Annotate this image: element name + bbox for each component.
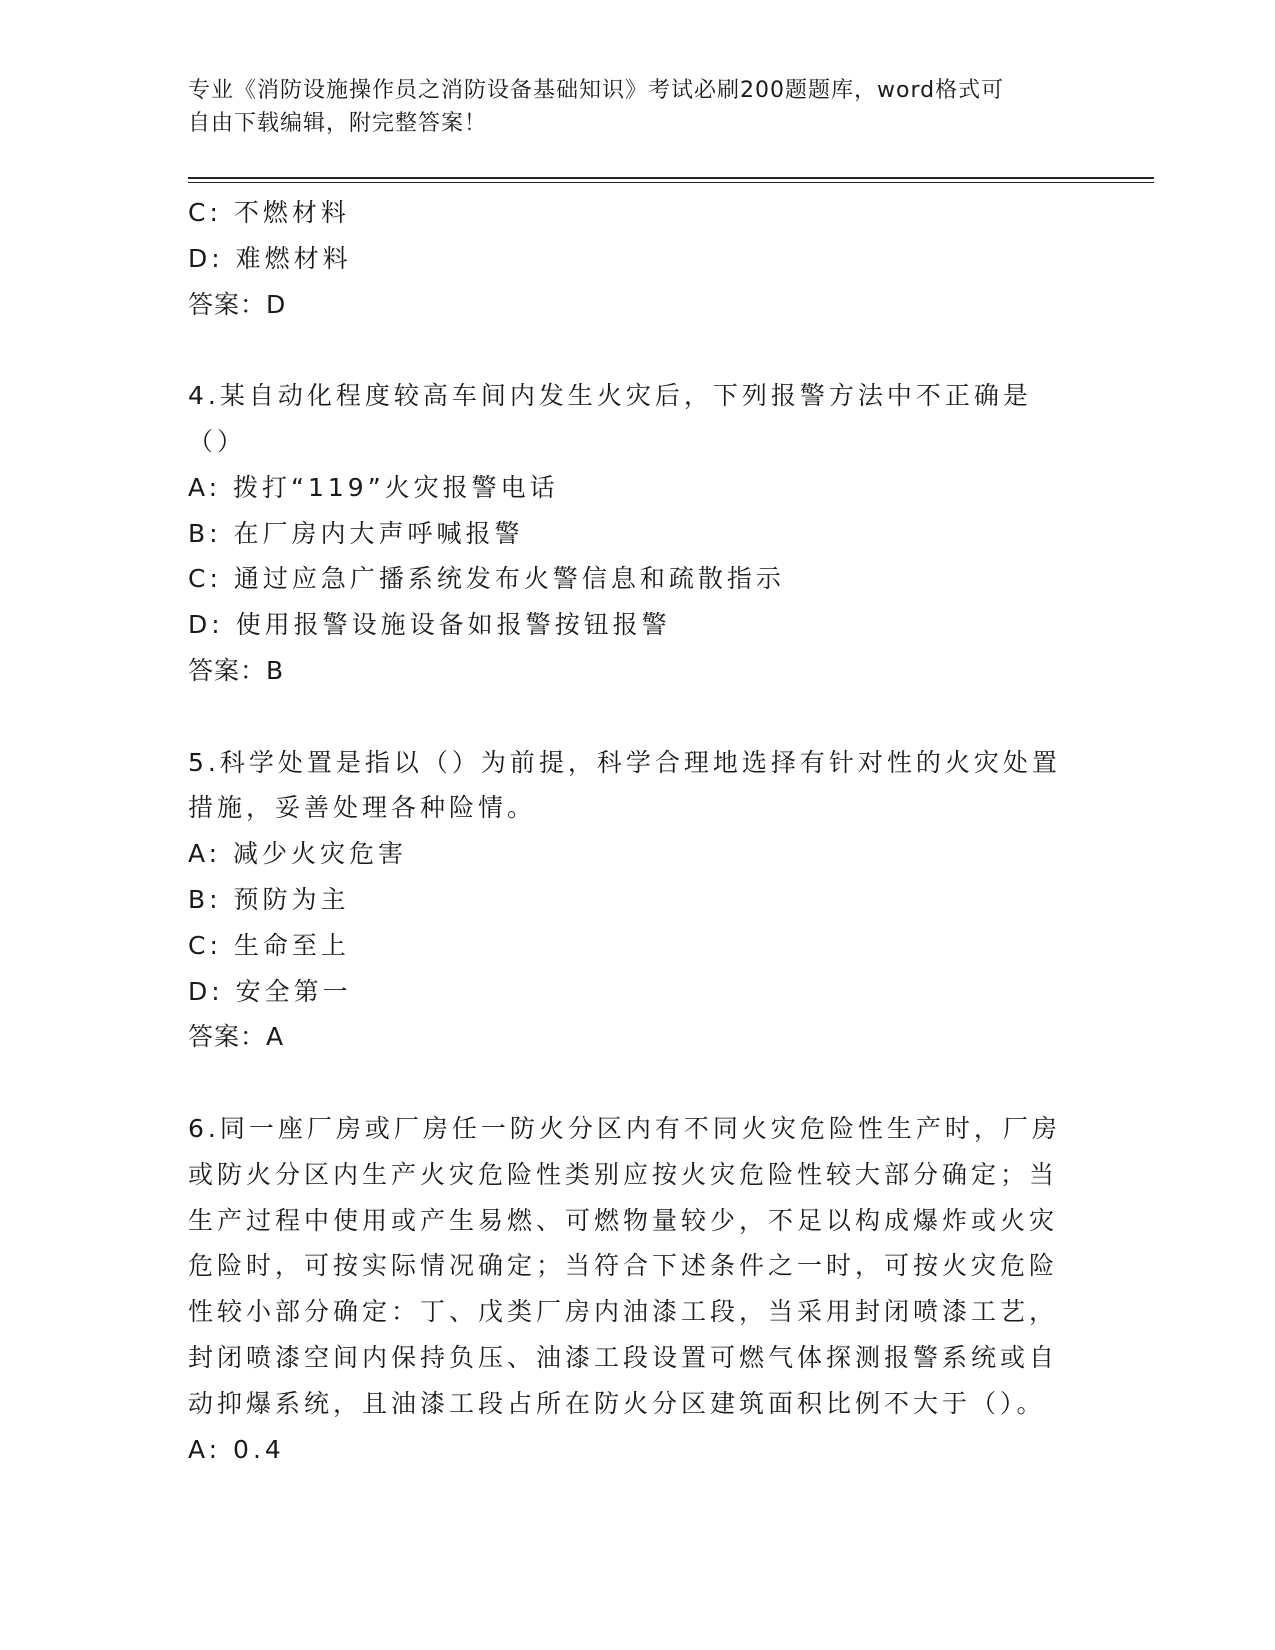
answer-line: 答案：B bbox=[188, 655, 285, 685]
option-a: A: 0.4 bbox=[188, 1434, 285, 1464]
question-4 bbox=[188, 373, 1068, 694]
option-a: A: 减少火灾危害 bbox=[188, 839, 408, 869]
header-divider-thick bbox=[188, 177, 1154, 179]
option-a: A: 拨打“119”火灾报警电话 bbox=[188, 472, 559, 502]
question-3-tail bbox=[188, 190, 1068, 327]
option-d: D: 难燃材料 bbox=[188, 243, 352, 273]
option-d: D: 使用报警设施设备如报警按钮报警 bbox=[188, 610, 671, 640]
question-stem: 6.同一座厂房或厂房任一防火分区内有不同火灾危险性生产时，厂房或防火分区内生产火灾危险性类别应按火灾危险性较大部分确定；当生产过程中使用或产生易燃、可燃物量较少，不足以构成爆炸或火灾危险时，可按实际情况确定；当符合下述条件之一时，可按火灾危险性较小部分确定：丁、戊类厂房内油漆工段，当采用封闭喷漆工艺，封闭喷漆空间内保持负压、油漆工段设置可燃气体探测报警系统或自动抑爆系统，且油漆工段占所在防火分区建筑面积比例不大于（）。 bbox=[188, 1113, 1061, 1418]
question-6 bbox=[188, 1106, 1068, 1472]
option-b: B: 在厂房内大声呼喊报警 bbox=[188, 518, 524, 548]
option-c: C: 生命至上 bbox=[188, 930, 350, 960]
option-c: C: 不燃材料 bbox=[188, 198, 350, 227]
question-stem: 4.某自动化程度较高车间内发生火灾后，下列报警方法中不正确是（） bbox=[188, 381, 1032, 456]
question-5 bbox=[188, 740, 1068, 1061]
option-c: C: 通过应急广播系统发布火警信息和疏散指示 bbox=[188, 564, 785, 594]
header-line-1: 专业《消防设施操作员之消防设备基础知识》考试必刷200题题库，word格式可 bbox=[188, 78, 1005, 103]
document-header bbox=[188, 74, 1068, 140]
answer-line: 答案：A bbox=[188, 1022, 285, 1052]
answer-line: 答案：D bbox=[188, 289, 287, 319]
option-d: D: 安全第一 bbox=[188, 976, 352, 1006]
question-list bbox=[188, 190, 1068, 1472]
header-divider-thin bbox=[188, 182, 1154, 183]
question-stem: 5.科学处置是指以（）为前提，科学合理地选择有针对性的火灾处置措施，妥善处理各种险情。 bbox=[188, 747, 1061, 823]
option-b: B: 预防为主 bbox=[188, 884, 350, 914]
header-line-2: 自由下载编辑，附完整答案！ bbox=[188, 111, 488, 136]
